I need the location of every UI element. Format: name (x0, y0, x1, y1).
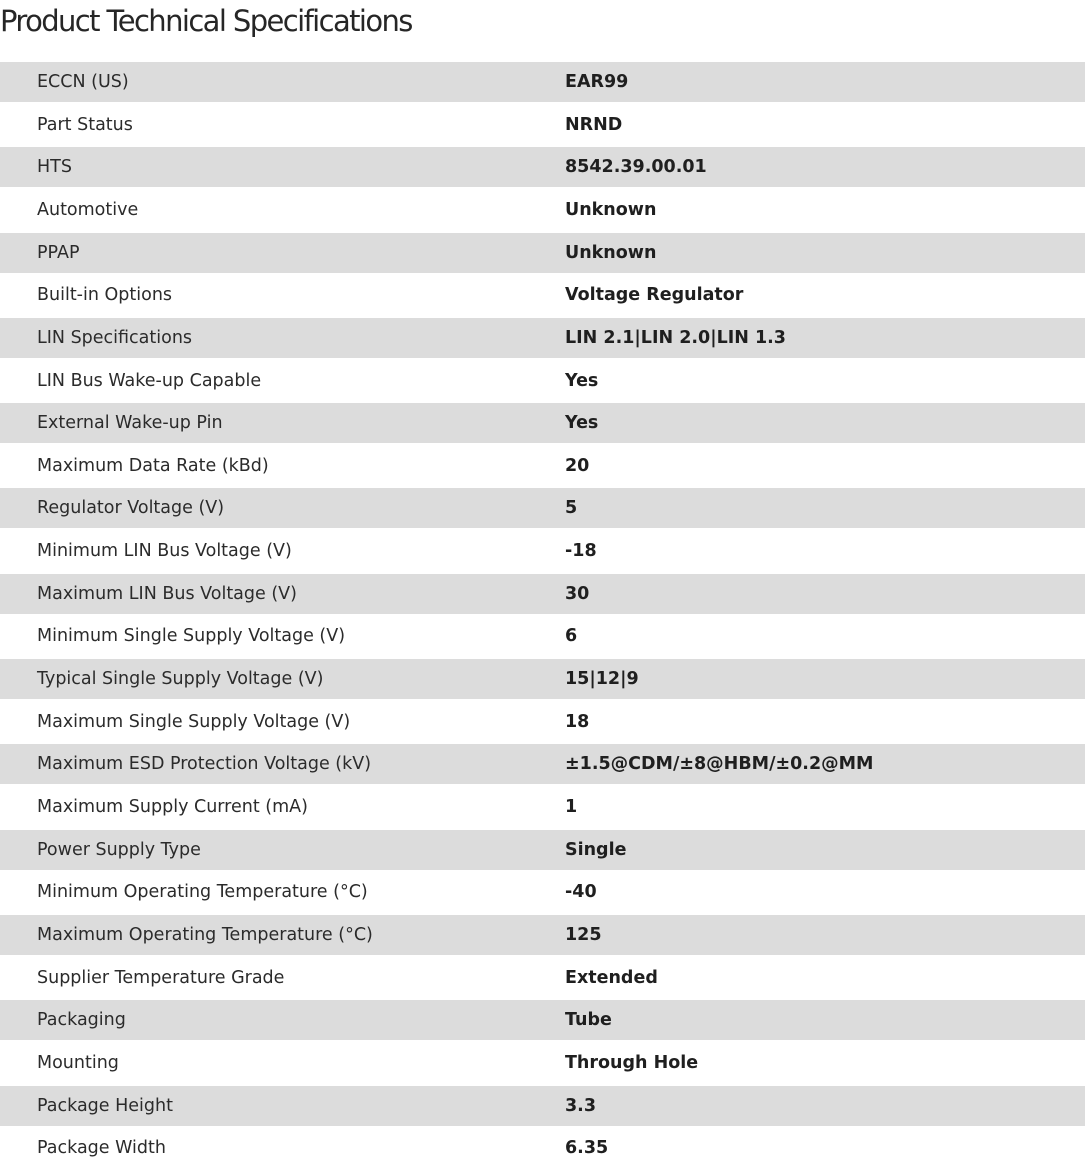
spec-value: Single (565, 839, 627, 860)
spec-row-mounting (0, 1040, 1085, 1085)
page-title: Product Technical Specifications (0, 4, 412, 38)
spec-row-ppap (0, 233, 1085, 273)
spec-value: 18 (565, 711, 590, 732)
spec-value: 1 (565, 797, 578, 818)
spec-value: 8542.39.00.01 (565, 157, 707, 178)
spec-label: Supplier Temperature Grade (37, 967, 285, 988)
spec-value: 3.3 (565, 1095, 597, 1116)
spec-row-max-data-rate (0, 443, 1085, 488)
spec-label: PPAP (37, 242, 80, 263)
spec-value: -18 (565, 541, 597, 562)
spec-label: Maximum ESD Protection Voltage (kV) (37, 754, 372, 775)
spec-value: 15|12|9 (565, 669, 639, 690)
spec-value: 6 (565, 626, 578, 647)
spec-label: Mounting (37, 1052, 119, 1073)
spec-label: Package Width (37, 1138, 166, 1159)
spec-label: Regulator Voltage (V) (37, 498, 225, 519)
spec-label: Maximum Operating Temperature (°C) (37, 924, 373, 945)
spec-label: LIN Specifications (37, 327, 193, 348)
spec-label: Built-in Options (37, 285, 173, 306)
spec-row-typical-single-supply-voltage (0, 659, 1085, 699)
spec-row-hts (0, 147, 1085, 187)
spec-value: Voltage Regulator (565, 285, 744, 306)
spec-value: Yes (565, 413, 599, 434)
spec-label: Maximum Supply Current (mA) (37, 797, 308, 818)
spec-label: Maximum LIN Bus Voltage (V) (37, 583, 297, 604)
spec-value: 6.35 (565, 1138, 609, 1159)
spec-value: Yes (565, 370, 599, 391)
spec-value: 5 (565, 498, 578, 519)
spec-label: LIN Bus Wake-up Capable (37, 370, 262, 391)
spec-label: Typical Single Supply Voltage (V) (37, 669, 324, 690)
spec-row-packaging (0, 1000, 1085, 1040)
spec-row-part-status (0, 102, 1085, 147)
spec-label: HTS (37, 157, 72, 178)
spec-value: 30 (565, 583, 590, 604)
spec-value: ±1.5@CDM/±8@HBM/±0.2@MM (565, 754, 874, 775)
spec-value: Unknown (565, 199, 657, 220)
spec-value: 125 (565, 924, 602, 945)
spec-row-regulator-voltage (0, 488, 1085, 528)
spec-value: -40 (565, 882, 597, 903)
spec-value: Through Hole (565, 1052, 699, 1073)
spec-label: Packaging (37, 1010, 126, 1031)
spec-row-external-wakeup-pin (0, 403, 1085, 443)
spec-label: ECCN (US) (37, 72, 129, 92)
spec-row-eccn (0, 62, 1085, 102)
spec-value: NRND (565, 114, 623, 135)
spec-label: Minimum LIN Bus Voltage (V) (37, 541, 292, 562)
spec-row-max-supply-current (0, 784, 1085, 829)
spec-label: Maximum Data Rate (kBd) (37, 455, 269, 476)
spec-label: External Wake-up Pin (37, 413, 223, 434)
spec-row-min-operating-temperature (0, 870, 1085, 915)
spec-row-min-lin-bus-voltage (0, 528, 1085, 573)
spec-label: Maximum Single Supply Voltage (V) (37, 711, 351, 732)
spec-row-package-width (0, 1126, 1085, 1171)
spec-row-supplier-temperature-grade (0, 955, 1085, 1000)
spec-value: Unknown (565, 242, 657, 263)
spec-label: Automotive (37, 199, 139, 220)
spec-label: Minimum Operating Temperature (°C) (37, 882, 368, 903)
spec-label: Power Supply Type (37, 839, 201, 860)
spec-row-automotive (0, 187, 1085, 232)
spec-row-built-in-options (0, 273, 1085, 318)
spec-row-max-esd-protection-voltage (0, 744, 1085, 784)
spec-row-lin-specifications (0, 318, 1085, 358)
spec-label: Minimum Single Supply Voltage (V) (37, 626, 346, 647)
spec-value: 20 (565, 455, 590, 476)
spec-value: Extended (565, 967, 658, 988)
spec-row-max-lin-bus-voltage (0, 574, 1085, 614)
spec-table (0, 62, 1085, 1171)
spec-row-package-height (0, 1086, 1085, 1126)
spec-row-min-single-supply-voltage (0, 614, 1085, 659)
spec-value: Tube (565, 1010, 612, 1031)
spec-value: EAR99 (565, 72, 629, 92)
spec-row-max-single-supply-voltage (0, 699, 1085, 744)
spec-row-power-supply-type (0, 830, 1085, 870)
spec-label: Part Status (37, 114, 133, 135)
spec-value: LIN 2.1|LIN 2.0|LIN 1.3 (565, 327, 786, 348)
spec-row-max-operating-temperature (0, 915, 1085, 955)
spec-row-lin-bus-wakeup (0, 358, 1085, 403)
spec-label: Package Height (37, 1095, 173, 1116)
